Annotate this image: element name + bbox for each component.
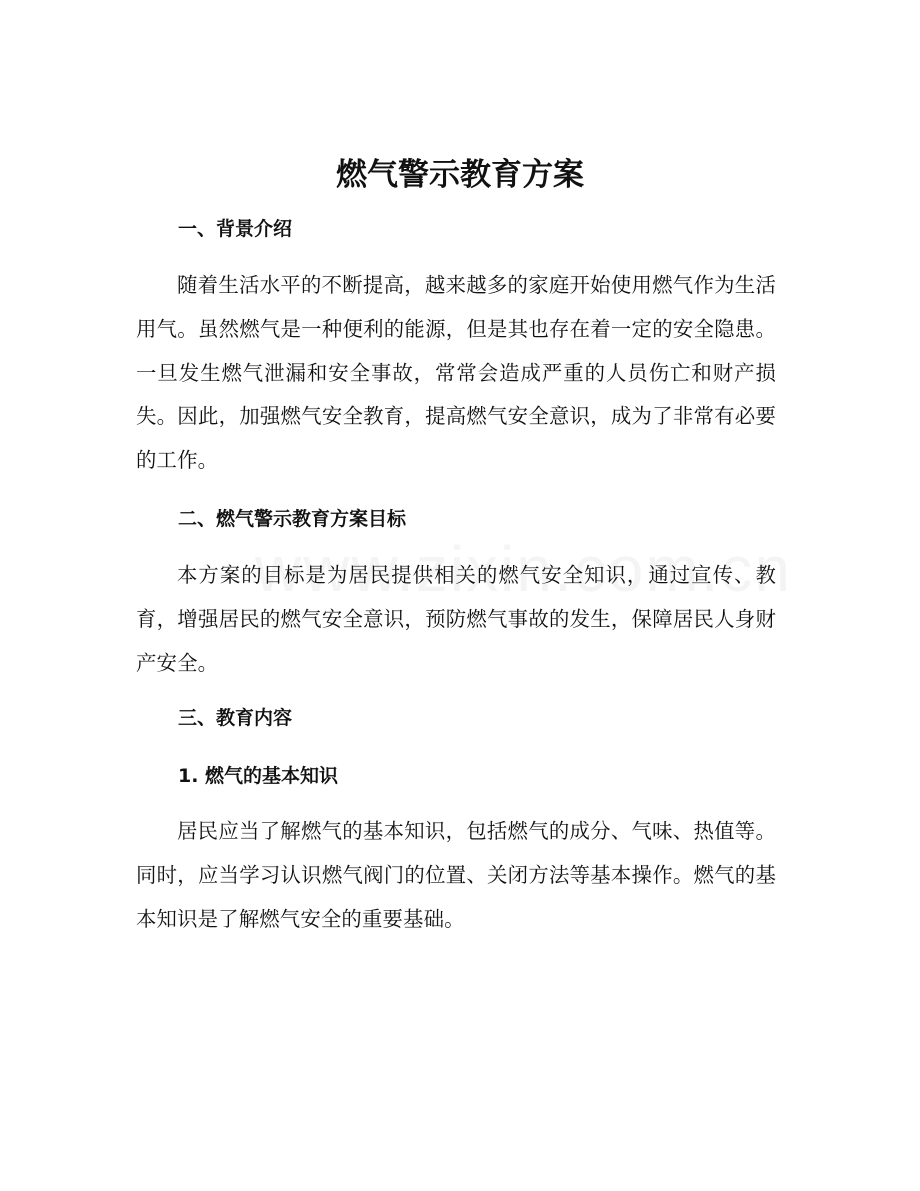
subsection-paragraph-basic-knowledge: 居民应当了解燃气的基本知识，包括燃气的成分、气味、热值等。同时，应当学习认识燃气阀门的位置、关闭方法等基本操作。燃气的基本知识是了解燃气安全的重要基础。 xyxy=(136,819,776,931)
section-heading-content: 三、教育内容 xyxy=(178,707,293,729)
section-paragraph-background: 随着生活水平的不断提高，越来越多的家庭开始使用燃气作为生活用气。虽然燃气是一种便利的能源，但是其也存在着一定的安全隐患。一旦发生燃气泄漏和安全事故，常常会造成严重的人员伤亡和财产损失。因此，加强燃气安全教育，提高燃气安全意识，成为了非常有必要的工作。 xyxy=(136,273,776,473)
document-title: 燃气警示教育方案 xyxy=(336,157,584,193)
section-paragraph-goals: 本方案的目标是为居民提供相关的燃气安全知识，通过宣传、教育，增强居民的燃气安全意识，预防燃气事故的发生，保障居民人身财产安全。 xyxy=(136,563,776,675)
section-heading-background: 一、背景介绍 xyxy=(178,218,293,240)
subsection-heading-basic-knowledge: 1. 燃气的基本知识 xyxy=(178,765,339,787)
section-heading-goals: 二、燃气警示教育方案目标 xyxy=(178,508,407,530)
